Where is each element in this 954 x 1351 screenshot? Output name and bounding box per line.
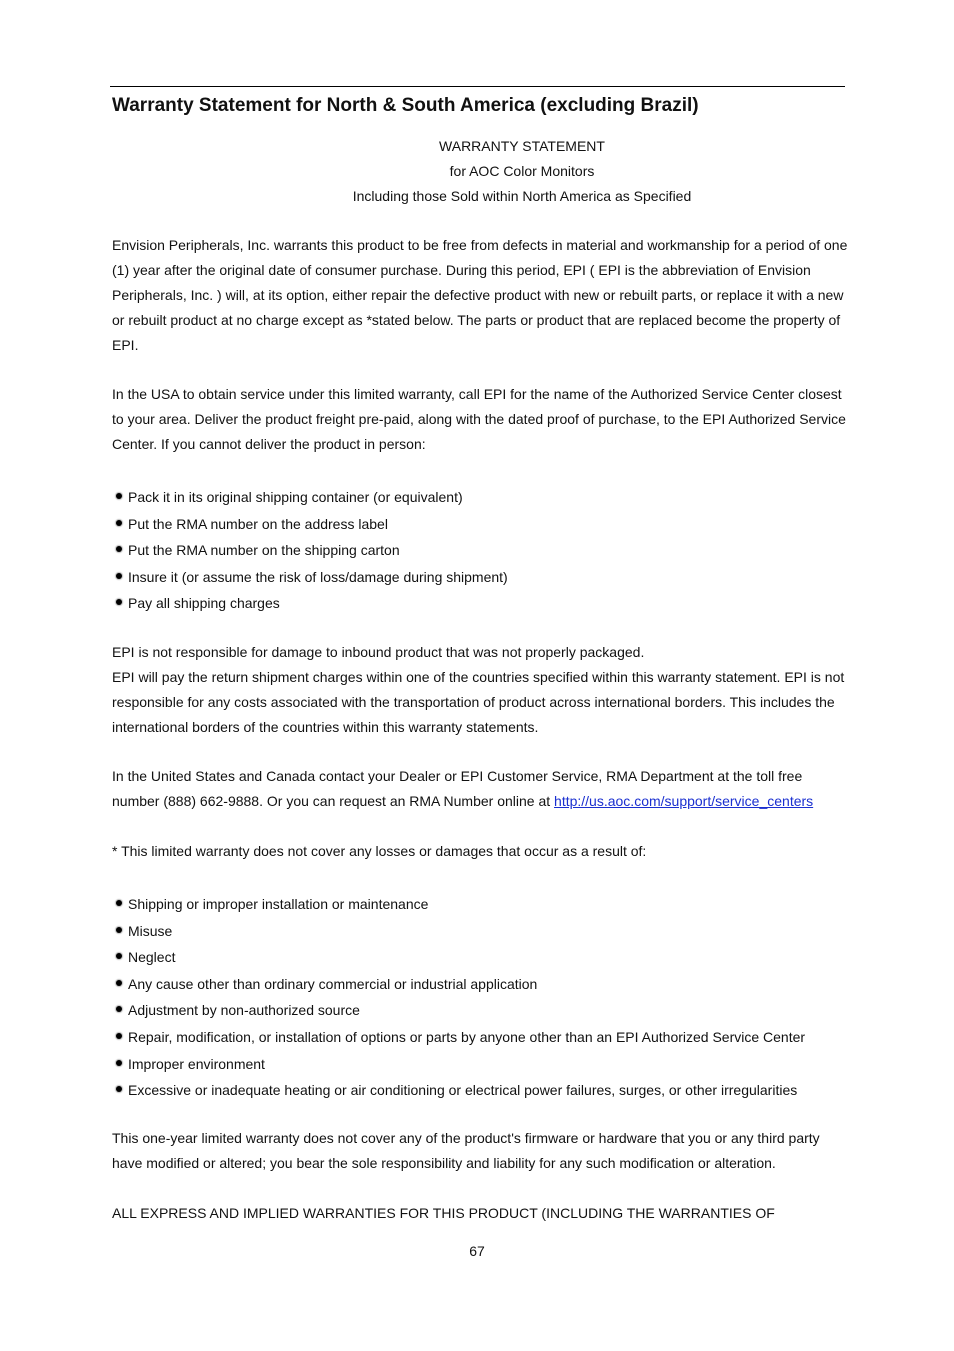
list-item: Adjustment by non-authorized source — [114, 997, 805, 1024]
warranty-heading-line-2: for AOC Color Monitors — [449, 163, 595, 179]
shipping-steps-list — [114, 484, 508, 617]
list-item: Put the RMA number on the shipping carton — [114, 537, 508, 564]
bullet-icon — [116, 927, 122, 933]
contact-paragraph — [112, 764, 848, 814]
bullet-icon — [116, 1006, 122, 1012]
list-item: Repair, modification, or installation of options or parts by anyone other than an EPI Authorized Service Center — [114, 1024, 805, 1051]
bullet-icon — [116, 1060, 122, 1066]
bullet-icon — [116, 546, 122, 552]
warranty-heading-line-3: Including those Sold within North America as Specified — [352, 188, 692, 204]
page-title: Warranty Statement for North & South America (excluding Brazil) — [112, 95, 699, 116]
list-item: Excessive or inadequate heating or air conditioning or electrical power failures, surges, or other irregularities — [114, 1077, 805, 1104]
warranty-heading-block — [322, 134, 722, 209]
exclusions-list — [114, 891, 805, 1104]
list-item: Pay all shipping charges — [114, 590, 508, 617]
bullet-icon — [116, 493, 122, 499]
service-instructions-paragraph: In the USA to obtain service under this limited warranty, call EPI for the name of the Authorized Service Center closest to your area. Deliver the product freight pre-paid, along with the dated proof of purchase, to the EPI Authorized Service Center. If you cannot deliver the product in person: — [112, 386, 846, 452]
bullet-icon — [116, 573, 122, 579]
inbound-damage-paragraph: EPI is not responsible for damage to inbound product that was not properly packaged. — [112, 644, 645, 660]
bullet-icon — [116, 1033, 122, 1039]
bullet-icon — [116, 520, 122, 526]
bullet-icon — [116, 953, 122, 959]
bullet-icon — [116, 599, 122, 605]
warranty-heading-line-1: WARRANTY STATEMENT — [439, 138, 605, 154]
list-item: Any cause other than ordinary commercial or industrial application — [114, 971, 805, 998]
list-item: Pack it in its original shipping container (or equivalent) — [114, 484, 508, 511]
bullet-icon — [116, 1086, 122, 1092]
implied-warranties-paragraph: ALL EXPRESS AND IMPLIED WARRANTIES FOR THIS PRODUCT (INCLUDING THE WARRANTIES OF — [112, 1205, 775, 1221]
bullet-icon — [116, 980, 122, 986]
list-item: Neglect — [114, 944, 805, 971]
list-item: Improper environment — [114, 1051, 805, 1078]
list-item: Misuse — [114, 918, 805, 945]
contact-text: In the United States and Canada contact your Dealer or EPI Customer Service, RMA Department at the toll free number (888) 662-9888. Or you can request an RMA Number online at — [112, 768, 803, 809]
bullet-icon — [116, 900, 122, 906]
return-shipment-paragraph: EPI will pay the return shipment charges within one of the countries specified within this warranty statement. EPI is not responsible for any costs associated with the transportation of product across international borders. This includes the international borders of the countries within this warranty statements. — [112, 669, 845, 735]
firmware-exclusion-paragraph: This one-year limited warranty does not cover any of the product's firmware or hardware that you or any third party have modified or altered; you bear the sole responsibility and liability for any such modification or alteration. — [112, 1130, 820, 1171]
list-item: Put the RMA number on the address label — [114, 511, 508, 538]
header-rule — [110, 86, 845, 87]
exclusions-intro-paragraph: * This limited warranty does not cover any losses or damages that occur as a result of: — [112, 843, 647, 859]
service-centers-link[interactable]: http://us.aoc.com/support/service_centers — [554, 793, 814, 809]
warranty-coverage-paragraph: Envision Peripherals, Inc. warrants this product to be free from defects in material and workmanship for a period of one (1) year after the original date of consumer purchase. During this period, EPI ( EPI is the abbreviation of Envision Peripherals, Inc. ) will, at its option, either repair the defective product with new or rebuilt parts, or replace it with a new or rebuilt product at no charge except as *stated below. The parts or product that are replaced become the property of EPI. — [112, 237, 848, 353]
list-item: Shipping or improper installation or maintenance — [114, 891, 805, 918]
page-number: 67 — [469, 1243, 485, 1259]
list-item: Insure it (or assume the risk of loss/damage during shipment) — [114, 564, 508, 591]
